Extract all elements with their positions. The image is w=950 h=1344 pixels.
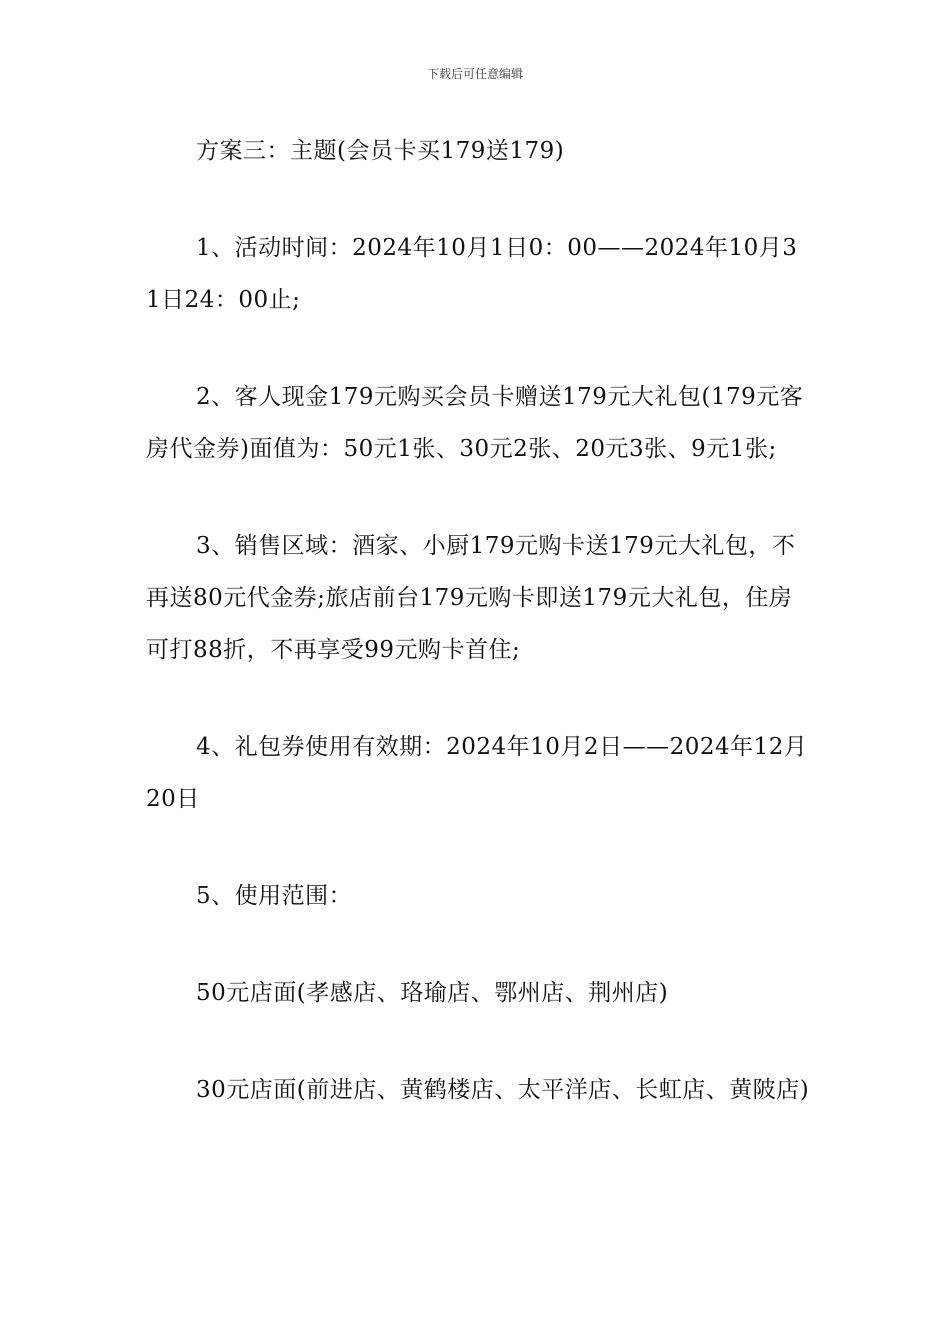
- item-sales-area: 3、销售区域：酒家、小厨179元购卡送179元大礼包，不再送80元代金券;旅店前台179元购卡即送179元大礼包，住房可打88折，不再享受99元购卡首住;: [146, 533, 796, 663]
- page-header: 下载后可任意编辑: [426, 67, 523, 81]
- item-validity-period: 4、礼包券使用有效期：2024年10月2日——2024年12月20日: [146, 734, 808, 812]
- item-usage-scope: 5、使用范围：: [196, 883, 353, 909]
- plan-title: 方案三：主题(会员卡买179送179): [196, 138, 565, 164]
- store-list-50: 50元店面(孝感店、珞瑜店、鄂州店、荆州店): [196, 980, 669, 1006]
- store-list-30: 30元店面(前进店、黄鹤楼店、太平洋店、长虹店、黄陂店): [196, 1077, 810, 1103]
- item-gift-package: 2、客人现金179元购买会员卡赠送179元大礼包(179元客房代金券)面值为：50元1张、30元2张、20元3张、9元1张;: [146, 384, 804, 462]
- item-activity-time: 1、活动时间：2024年10月1日0：00——2024年10月31日24：00止;: [146, 235, 798, 313]
- document-body: [146, 125, 810, 1116]
